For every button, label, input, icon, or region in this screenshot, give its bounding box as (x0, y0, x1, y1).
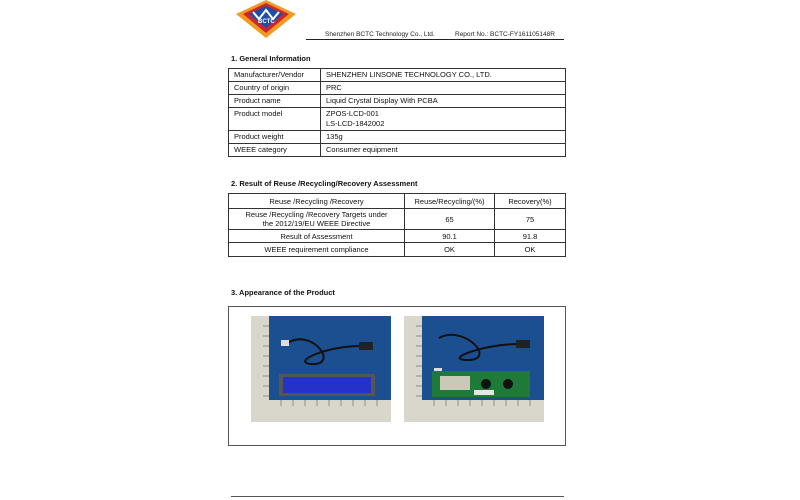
row-label: Result of Assessment (229, 230, 405, 243)
row-value: 91.8 (495, 230, 566, 243)
row-label: Manufacturer/Vendor (229, 69, 321, 82)
product-back-photo (404, 316, 544, 422)
row-value: 75 (495, 209, 566, 230)
table-row (229, 82, 566, 95)
assessment-table (228, 193, 566, 257)
table-row (229, 230, 566, 243)
table-header-row (229, 194, 566, 209)
row-label: WEEE category (229, 144, 321, 157)
row-label: Country of origin (229, 82, 321, 95)
product-front-photo (251, 316, 391, 422)
table-row (229, 108, 566, 131)
header-cell: Recovery(%) (495, 194, 566, 209)
row-value: 90.1 (405, 230, 495, 243)
row-value: 135g (321, 131, 566, 144)
row-value: Consumer equipment (321, 144, 566, 157)
product-photo-box (228, 306, 566, 446)
row-value (321, 108, 566, 131)
product-model-2: LS-LCD-1842002 (326, 119, 385, 128)
row-label: Product name (229, 95, 321, 108)
header-divider (306, 39, 564, 40)
table-row (229, 243, 566, 257)
header-cell: Reuse /Recycling /Recovery (229, 194, 405, 209)
row-label (229, 209, 405, 230)
row-value: OK (495, 243, 566, 257)
table-row (229, 209, 566, 230)
targets-label-line1: Reuse /Recycling /Recovery Targets under (245, 210, 388, 219)
logo-text: BCTC (258, 19, 275, 25)
product-model-1: ZPOS-LCD-001 (326, 109, 379, 118)
table-row (229, 69, 566, 82)
row-label: Product weight (229, 131, 321, 144)
targets-label-line2: the 2012/19/EU WEEE Directive (262, 219, 371, 228)
header-report-number: Report No.: BCTC-FY161105148R (455, 31, 555, 38)
row-label: Product model (229, 108, 321, 131)
row-value: SHENZHEN LINSONE TECHNOLOGY CO., LTD. (321, 69, 566, 82)
section-assessment-title: 2. Result of Reuse /Recycling/Recovery Assessment (231, 179, 418, 188)
row-value: PRC (321, 82, 566, 95)
general-information-table (228, 68, 566, 157)
row-label: WEEE requirement compliance (229, 243, 405, 257)
row-value: Liquid Crystal Display With PCBA (321, 95, 566, 108)
row-value: OK (405, 243, 495, 257)
section-appearance-title: 3. Appearance of the Product (231, 288, 335, 297)
table-row (229, 131, 566, 144)
table-row (229, 144, 566, 157)
footer-divider (231, 496, 564, 497)
table-row (229, 95, 566, 108)
header-cell: Reuse/Recycling/(%) (405, 194, 495, 209)
row-value: 65 (405, 209, 495, 230)
header-company: Shenzhen BCTC Technology Co., Ltd. (325, 31, 435, 38)
section-general-information-title: 1. General Information (231, 54, 311, 63)
